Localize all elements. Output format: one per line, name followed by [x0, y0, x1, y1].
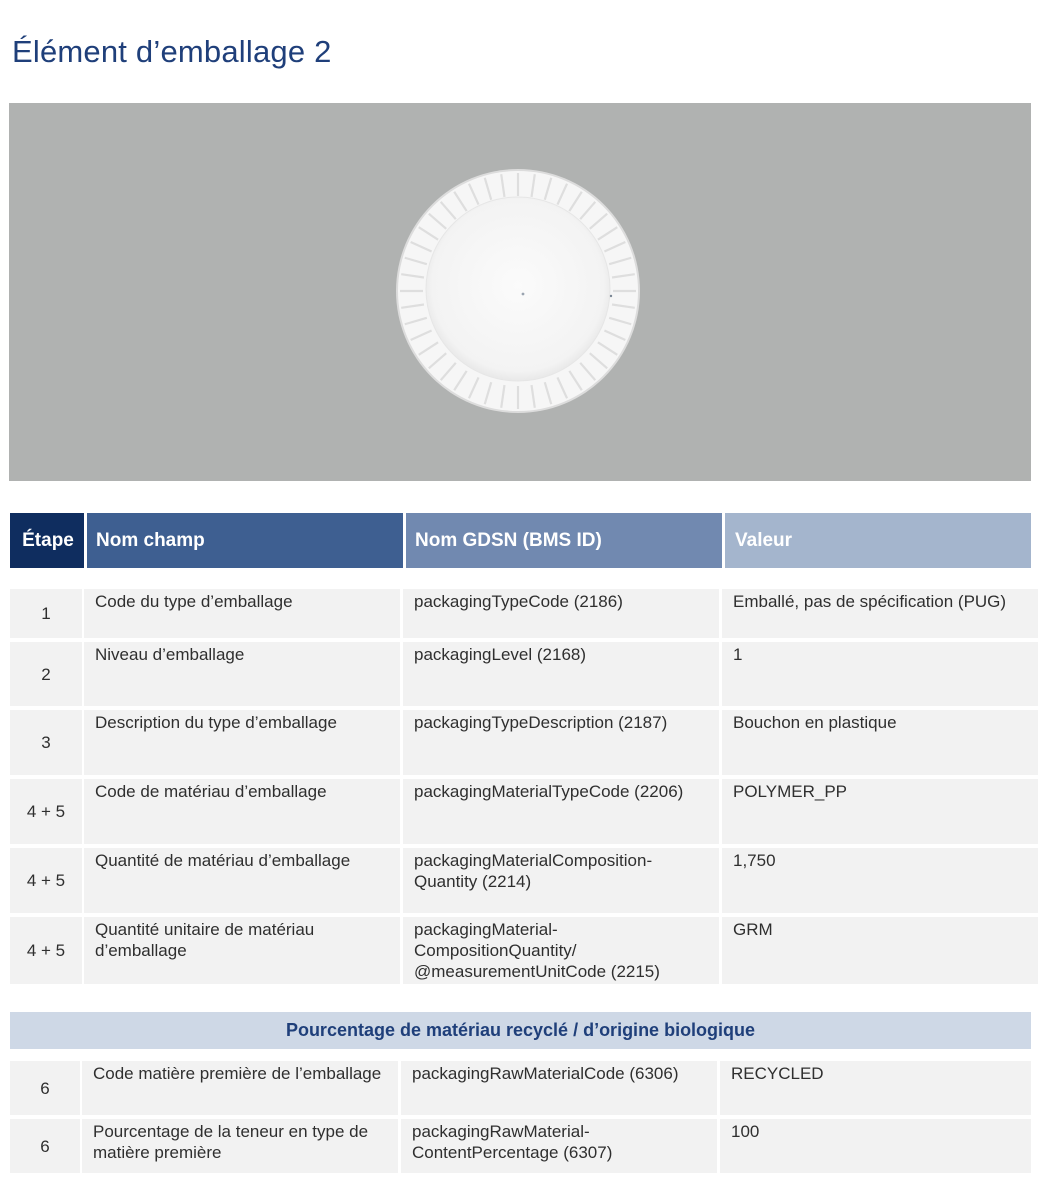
row-step: 3	[10, 710, 82, 775]
row-step: 4 + 5	[10, 779, 82, 844]
row-gdsn-name: packagingRawMaterialCode (6306)	[401, 1061, 717, 1115]
row-value: Emballé, pas de spécification (PUG)	[722, 589, 1038, 638]
row-gdsn-name: packagingTypeCode (2186)	[403, 589, 719, 638]
row-step: 6	[10, 1119, 80, 1173]
page-title: Élément d’emballage 2	[12, 34, 332, 69]
row-gdsn-name: packagingLevel (2168)	[403, 642, 719, 706]
row-field-name: Description du type d’emballage	[84, 710, 400, 775]
row-step: 4 + 5	[10, 917, 82, 984]
row-step: 6	[10, 1061, 80, 1115]
header-value: Valeur	[725, 513, 1031, 568]
row-gdsn-name: packagingMaterial-CompositionQuantity/ @measurementUnitCode (2215)	[403, 917, 719, 984]
product-photo	[9, 103, 1031, 481]
row-gdsn-name: packagingRawMaterial-ContentPercentage (6307)	[401, 1119, 717, 1173]
row-step: 1	[10, 589, 82, 638]
row-value: 100	[720, 1119, 1031, 1173]
row-field-name: Pourcentage de la teneur en type de matière première	[82, 1119, 398, 1173]
row-value: RECYCLED	[720, 1061, 1031, 1115]
row-field-name: Code du type d’emballage	[84, 589, 400, 638]
header-field-name: Nom champ	[87, 513, 403, 568]
row-field-name: Code matière première de l’emballage	[82, 1061, 398, 1115]
row-gdsn-name: packagingTypeDescription (2187)	[403, 710, 719, 775]
row-value: 1	[722, 642, 1038, 706]
row-field-name: Code de matériau d’emballage	[84, 779, 400, 844]
section-heading: Pourcentage de matériau recyclé / d’origine biologique	[10, 1012, 1031, 1049]
header-step: Étape	[10, 513, 84, 568]
row-step: 2	[10, 642, 82, 706]
row-value: POLYMER_PP	[722, 779, 1038, 844]
row-value: 1,750	[722, 848, 1038, 913]
row-field-name: Niveau d’emballage	[84, 642, 400, 706]
plastic-cap-image	[9, 103, 1031, 481]
row-value: GRM	[722, 917, 1038, 984]
row-field-name: Quantité unitaire de matériau d’emballage	[84, 917, 400, 984]
row-step: 4 + 5	[10, 848, 82, 913]
header-gdsn-name: Nom GDSN (BMS ID)	[406, 513, 722, 568]
row-value: Bouchon en plastique	[722, 710, 1038, 775]
row-gdsn-name: packagingMaterialComposition-Quantity (2214)	[403, 848, 719, 913]
row-gdsn-name: packagingMaterialTypeCode (2206)	[403, 779, 719, 844]
row-field-name: Quantité de matériau d’emballage	[84, 848, 400, 913]
